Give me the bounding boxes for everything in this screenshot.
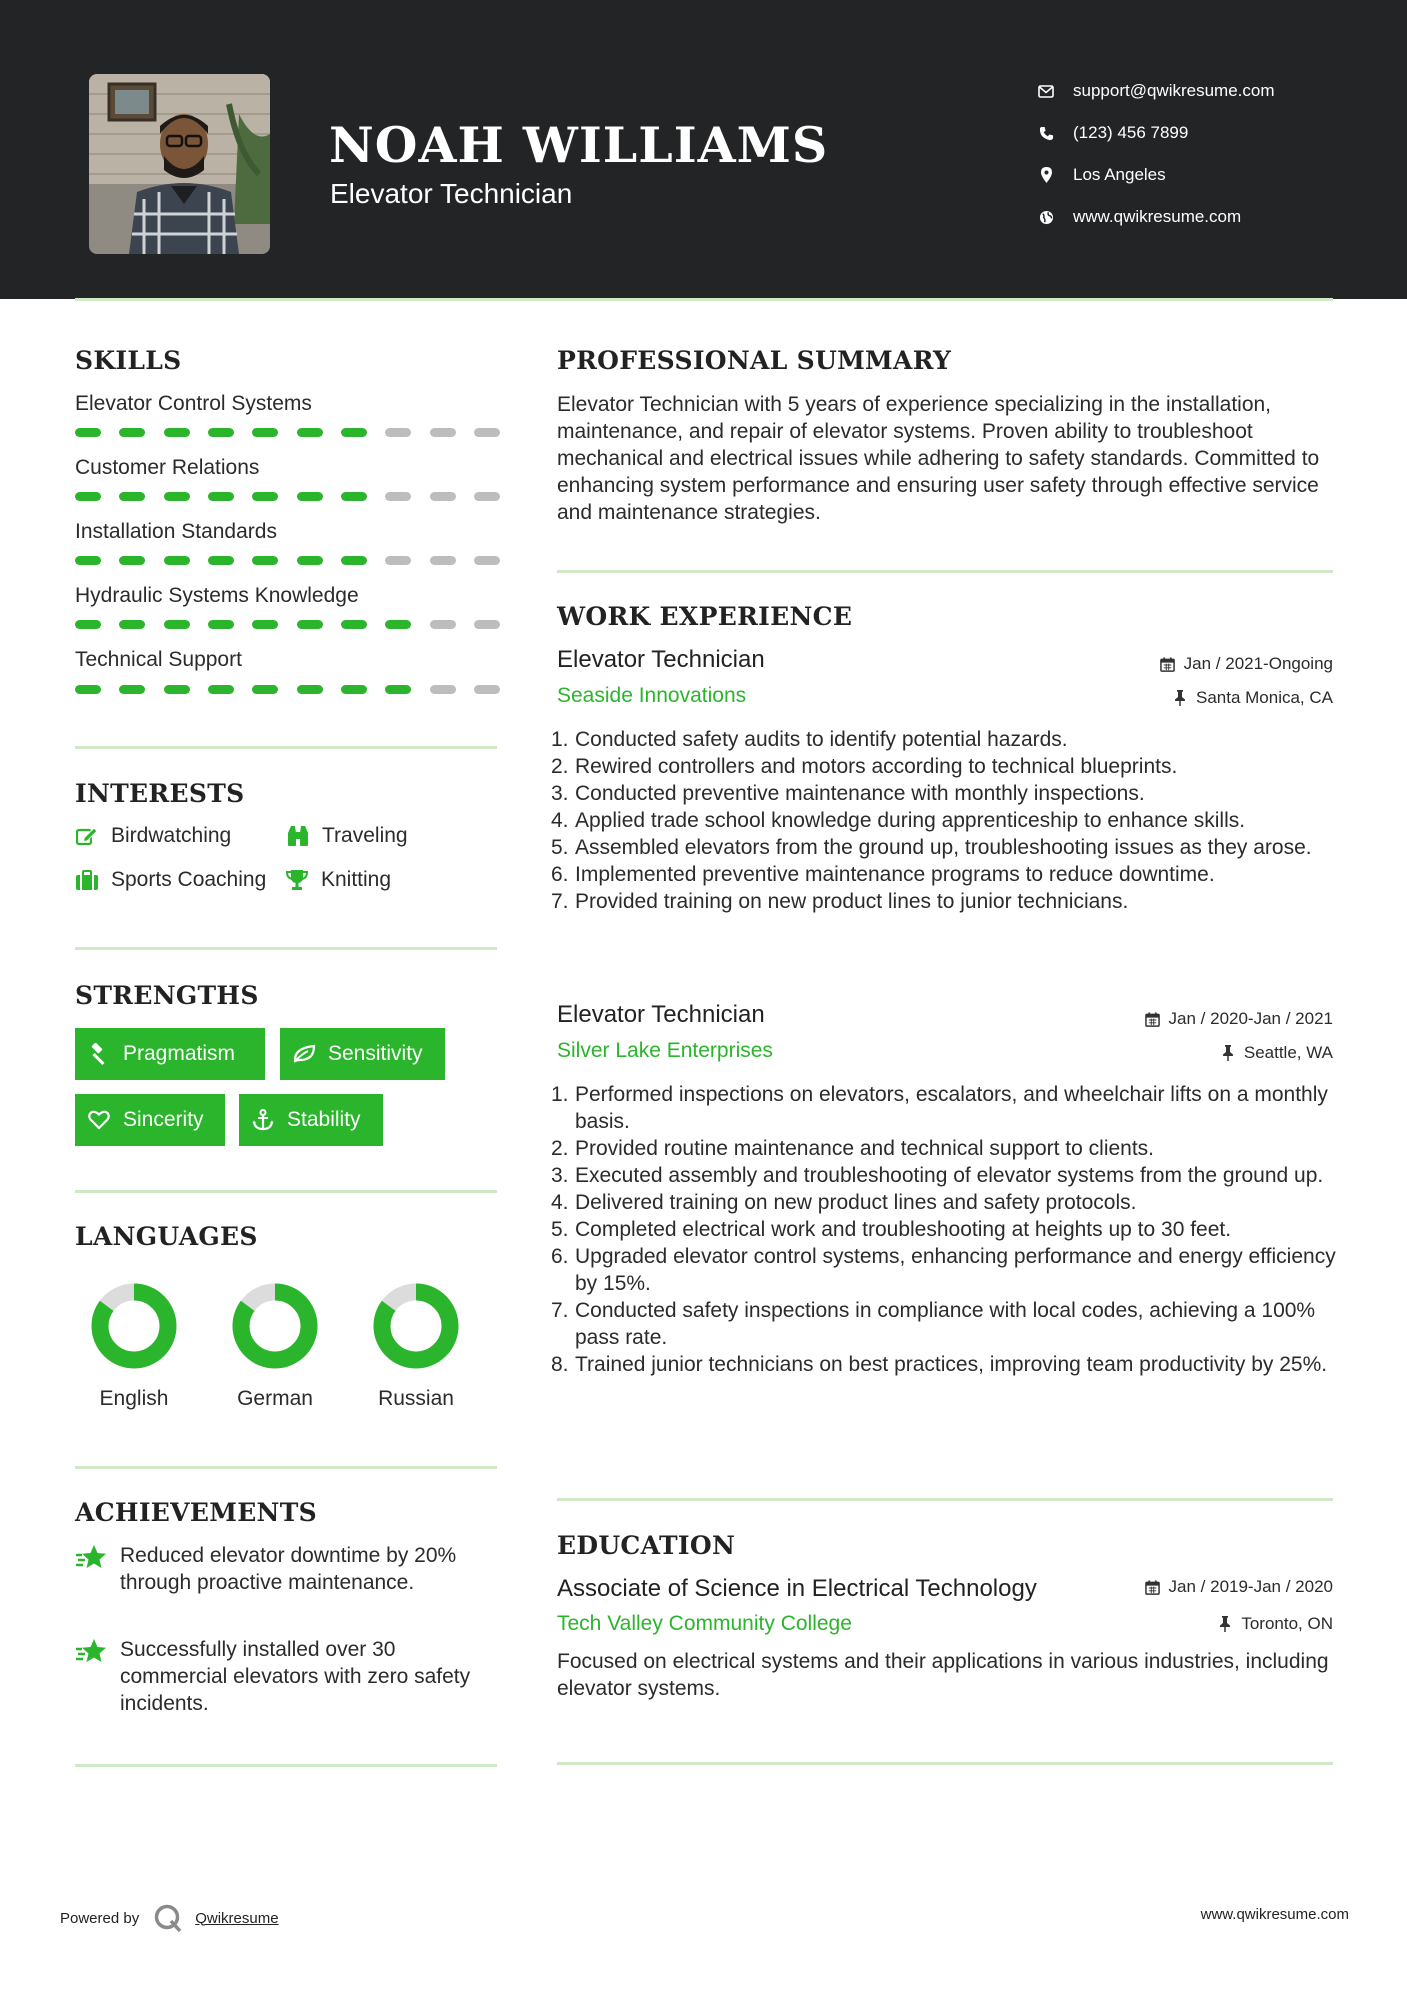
skill-level-dash xyxy=(119,556,145,565)
skill-level-dash xyxy=(430,556,456,565)
skill-level-dash xyxy=(474,428,500,437)
job-bullet xyxy=(551,1135,1341,1162)
job-bullets xyxy=(551,1081,1341,1378)
strength-label: Pragmatism xyxy=(123,1042,236,1065)
skill-level-bar xyxy=(75,685,500,694)
skill-level-dash xyxy=(297,492,323,501)
skill-level-dash xyxy=(164,556,190,565)
skill-level-dash xyxy=(208,685,234,694)
job-company: Silver Lake Enterprises xyxy=(557,1039,773,1062)
job-bullet xyxy=(551,1189,1341,1216)
skill-level-dash xyxy=(385,620,411,629)
job-bullet xyxy=(551,807,1341,834)
job-bullet-number: 5. xyxy=(551,1218,569,1241)
skill-level-dash xyxy=(474,556,500,565)
pushpin-icon xyxy=(1172,690,1188,706)
skill-level-dash xyxy=(208,428,234,437)
language-donut xyxy=(373,1283,459,1369)
job-bullet-number: 5. xyxy=(551,836,569,859)
leaf-icon xyxy=(292,1042,316,1066)
skill-level-bar xyxy=(75,492,500,501)
qwikresume-logo-icon xyxy=(153,1903,183,1933)
skill-level-dash xyxy=(341,685,367,694)
profile-photo xyxy=(89,74,270,254)
interest-item xyxy=(286,824,408,848)
education-description: Focused on electrical systems and their applications in various industries, including elevator systems. xyxy=(557,1650,1329,1700)
anchor-icon xyxy=(251,1108,275,1132)
skill-level-dash xyxy=(430,428,456,437)
job-bullet-number: 3. xyxy=(551,782,569,805)
skill-level-dash xyxy=(385,492,411,501)
skill-level-dash xyxy=(430,492,456,501)
job-bullet-number: 4. xyxy=(551,809,569,832)
achievements-divider xyxy=(75,1764,497,1767)
skill-level-dash xyxy=(119,492,145,501)
job-bullet xyxy=(551,1297,1341,1351)
job-bullet-text: Completed electrical work and troubleshooting at heights up to 30 feet. xyxy=(575,1218,1232,1241)
experience-divider xyxy=(557,1498,1333,1501)
job-bullet-number: 2. xyxy=(551,1137,569,1160)
skill-level-dash xyxy=(164,685,190,694)
candidate-name: NOAH WILLIAMS xyxy=(329,116,829,174)
language-item xyxy=(361,1283,471,1411)
skill-name: Technical Support xyxy=(75,648,242,671)
job-bullet-number: 7. xyxy=(551,1299,569,1322)
skill-level-dash xyxy=(385,685,411,694)
job-bullet xyxy=(551,753,1341,780)
skill-level-dash xyxy=(297,620,323,629)
job-bullets xyxy=(551,726,1341,915)
job-title: Elevator Technician xyxy=(557,1001,765,1028)
job-location: Seattle, WA xyxy=(1220,1043,1333,1063)
skill-level-dash xyxy=(252,428,278,437)
strength-badge xyxy=(280,1028,445,1080)
achievement-text: Reduced elevator downtime by 20% through proactive maintenance. xyxy=(120,1544,457,1594)
skill-level-dash xyxy=(75,685,101,694)
job-bullet xyxy=(551,1216,1341,1243)
phone-icon xyxy=(1036,123,1056,143)
contact-list xyxy=(1036,70,1376,238)
strengths-heading: STRENGTHS xyxy=(75,981,259,1010)
powered-by xyxy=(60,1903,279,1933)
strength-badge xyxy=(75,1094,225,1146)
education-heading: EDUCATION xyxy=(557,1531,736,1560)
skill-level-dash xyxy=(474,685,500,694)
job-bullet-number: 8. xyxy=(551,1353,569,1376)
skill-level-dash xyxy=(164,492,190,501)
strengths-divider xyxy=(75,1190,497,1193)
skill-name: Installation Standards xyxy=(75,520,277,543)
skill-name: Hydraulic Systems Knowledge xyxy=(75,584,359,607)
job-bullet xyxy=(551,1162,1341,1189)
achievement-item xyxy=(75,1636,495,1717)
language-item xyxy=(79,1283,189,1411)
language-donut xyxy=(91,1283,177,1369)
footer-website[interactable]: www.qwikresume.com xyxy=(1200,1906,1349,1923)
skill-level-bar xyxy=(75,556,500,565)
job-bullet xyxy=(551,1243,1341,1297)
skill-level-bar xyxy=(75,620,500,629)
skill-level-dash xyxy=(474,620,500,629)
skills-heading: SKILLS xyxy=(75,346,182,375)
resume-header xyxy=(0,0,1407,299)
calendar-icon xyxy=(1160,656,1176,672)
achievement-text: Successfully installed over 30 commercial elevators with zero safety incidents. xyxy=(120,1638,471,1715)
job-bullet xyxy=(551,834,1341,861)
interest-label: Knitting xyxy=(321,868,392,891)
language-name: Russian xyxy=(378,1387,454,1410)
language-name: English xyxy=(99,1387,169,1410)
globe-icon xyxy=(1036,207,1056,227)
skill-level-dash xyxy=(75,620,101,629)
strength-label: Sincerity xyxy=(123,1108,204,1131)
summary-divider xyxy=(557,570,1333,573)
skill-level-dash xyxy=(119,428,145,437)
interest-item xyxy=(75,868,266,892)
skill-level-dash xyxy=(208,492,234,501)
achievement-item xyxy=(75,1542,495,1596)
skills-divider xyxy=(75,746,497,749)
job-bullet xyxy=(551,1351,1341,1378)
skill-level-dash xyxy=(75,428,101,437)
skill-level-bar xyxy=(75,428,500,437)
contact-email[interactable] xyxy=(1036,70,1376,112)
summary-text: Elevator Technician with 5 years of experience specializing in the installation, maintenance, and repair of elevator systems. Proven ability to troubleshoot mechanical and electrical issues while adhering to safety standards. Committed to enhancing system performance and ensuring user safety through effective service and maintenance strategies. xyxy=(557,393,1320,524)
job-bullet-text: Provided training on new product lines to junior technicians. xyxy=(575,890,1129,913)
edit-icon xyxy=(75,824,99,848)
contact-email-text: support@qwikresume.com xyxy=(1073,81,1275,100)
qwikresume-link[interactable]: Qwikresume xyxy=(195,1909,279,1927)
skill-level-dash xyxy=(75,492,101,501)
skill-level-dash xyxy=(341,492,367,501)
strength-label: Stability xyxy=(287,1108,361,1131)
interest-item xyxy=(75,824,231,848)
gavel-icon xyxy=(87,1042,111,1066)
strength-badge xyxy=(239,1094,383,1146)
job-bullet xyxy=(551,780,1341,807)
binoculars-icon xyxy=(286,824,310,848)
education-location: Toronto, ON xyxy=(1217,1614,1333,1634)
pushpin-icon xyxy=(1220,1045,1236,1061)
job-bullet-number: 6. xyxy=(551,863,569,886)
skill-level-dash xyxy=(297,428,323,437)
job-bullet xyxy=(551,888,1341,915)
skill-level-dash xyxy=(430,685,456,694)
strength-label: Sensitivity xyxy=(328,1042,423,1065)
contact-website-text: www.qwikresume.com xyxy=(1073,207,1242,226)
contact-location xyxy=(1036,154,1376,196)
contact-website[interactable] xyxy=(1036,196,1376,238)
strength-badge xyxy=(75,1028,265,1080)
job-bullet-text: Executed assembly and troubleshooting of elevator systems from the ground up. xyxy=(575,1164,1324,1187)
trophy-icon xyxy=(285,868,309,892)
skill-level-dash xyxy=(164,620,190,629)
skill-level-dash xyxy=(341,428,367,437)
skill-level-dash xyxy=(208,620,234,629)
briefcase-icon xyxy=(75,868,99,892)
skill-level-dash xyxy=(252,620,278,629)
skill-level-dash xyxy=(252,556,278,565)
job-bullet-text: Implemented preventive maintenance programs to reduce downtime. xyxy=(575,863,1215,886)
summary-heading: PROFESSIONAL SUMMARY xyxy=(557,346,952,375)
interest-label: Traveling xyxy=(322,824,408,847)
language-item xyxy=(220,1283,330,1411)
interest-item xyxy=(285,868,391,892)
job-bullet-text: Rewired controllers and motors according to technical blueprints. xyxy=(575,755,1178,778)
job-bullet-number: 7. xyxy=(551,890,569,913)
job-bullet-number: 3. xyxy=(551,1164,569,1187)
map-marker-icon xyxy=(1036,165,1056,185)
skill-level-dash xyxy=(430,620,456,629)
job-company: Seaside Innovations xyxy=(557,684,747,707)
job-bullet-number: 4. xyxy=(551,1191,569,1214)
job-dates: Jan / 2021-Ongoing xyxy=(1160,654,1333,674)
skill-level-dash xyxy=(385,428,411,437)
job-bullet-text: Performed inspections on elevators, escalators, and wheelchair lifts on a monthly basis. xyxy=(575,1083,1328,1133)
skill-level-dash xyxy=(385,556,411,565)
language-donut xyxy=(232,1283,318,1369)
education-dates: Jan / 2019-Jan / 2020 xyxy=(1145,1577,1333,1597)
skill-level-dash xyxy=(297,556,323,565)
job-bullet xyxy=(551,726,1341,753)
calendar-icon xyxy=(1145,1579,1161,1595)
job-bullet-number: 1. xyxy=(551,728,569,751)
skill-level-dash xyxy=(297,685,323,694)
achievements-heading: ACHIEVEMENTS xyxy=(75,1498,317,1527)
job-location: Santa Monica, CA xyxy=(1172,688,1333,708)
contact-phone-text: (123) 456 7899 xyxy=(1073,123,1189,142)
header-divider xyxy=(75,298,1333,301)
skill-level-dash xyxy=(119,620,145,629)
job-bullet-text: Provided routine maintenance and technical support to clients. xyxy=(575,1137,1155,1160)
skill-name: Elevator Control Systems xyxy=(75,392,312,415)
job-bullet-number: 2. xyxy=(551,755,569,778)
calendar-icon xyxy=(1145,1011,1161,1027)
job-bullet-text: Conducted preventive maintenance with monthly inspections. xyxy=(575,782,1145,805)
skill-level-dash xyxy=(341,556,367,565)
education-divider xyxy=(557,1762,1333,1765)
job-bullet-text: Upgraded elevator control systems, enhancing performance and energy efficiency by 15%. xyxy=(575,1245,1336,1295)
education-school: Tech Valley Community College xyxy=(557,1612,852,1635)
star-icon xyxy=(75,1638,107,1666)
education-degree: Associate of Science in Electrical Technology xyxy=(557,1575,1037,1602)
candidate-title: Elevator Technician xyxy=(330,178,573,209)
job-bullet-number: 6. xyxy=(551,1245,569,1268)
job-bullet-number: 1. xyxy=(551,1083,569,1106)
job-bullet-text: Assembled elevators from the ground up, troubleshooting issues as they arose. xyxy=(575,836,1312,859)
language-name: German xyxy=(237,1387,313,1410)
star-icon xyxy=(75,1544,107,1572)
skill-level-dash xyxy=(208,556,234,565)
job-bullet-text: Trained junior technicians on best practices, improving team productivity by 25%. xyxy=(575,1353,1328,1376)
skill-level-dash xyxy=(252,492,278,501)
envelope-icon xyxy=(1036,81,1056,101)
job-bullet-text: Conducted safety inspections in compliance with local codes, achieving a 100% pass rate. xyxy=(575,1299,1316,1349)
interests-divider xyxy=(75,947,497,950)
experience-heading: WORK EXPERIENCE xyxy=(557,602,853,631)
skill-level-dash xyxy=(252,685,278,694)
interests-heading: INTERESTS xyxy=(75,779,245,808)
interest-label: Birdwatching xyxy=(111,824,232,847)
skill-level-dash xyxy=(341,620,367,629)
skill-level-dash xyxy=(75,556,101,565)
languages-heading: LANGUAGES xyxy=(75,1222,258,1251)
job-dates: Jan / 2020-Jan / 2021 xyxy=(1145,1009,1333,1029)
job-bullet xyxy=(551,1081,1341,1135)
powered-by-label: Powered by xyxy=(60,1909,140,1927)
skill-name: Customer Relations xyxy=(75,456,260,479)
job-bullet-text: Delivered training on new product lines and safety protocols. xyxy=(575,1191,1137,1214)
skill-level-dash xyxy=(474,492,500,501)
job-bullet-text: Applied trade school knowledge during apprenticeship to enhance skills. xyxy=(575,809,1246,832)
contact-phone[interactable] xyxy=(1036,112,1376,154)
interest-label: Sports Coaching xyxy=(111,868,267,891)
job-bullet xyxy=(551,861,1341,888)
languages-divider xyxy=(75,1466,497,1469)
job-title: Elevator Technician xyxy=(557,646,765,673)
skill-level-dash xyxy=(119,685,145,694)
pushpin-icon xyxy=(1217,1616,1233,1632)
skill-level-dash xyxy=(164,428,190,437)
job-bullet-text: Conducted safety audits to identify potential hazards. xyxy=(575,728,1068,751)
contact-location-text: Los Angeles xyxy=(1073,165,1166,184)
heart-icon xyxy=(87,1108,111,1132)
